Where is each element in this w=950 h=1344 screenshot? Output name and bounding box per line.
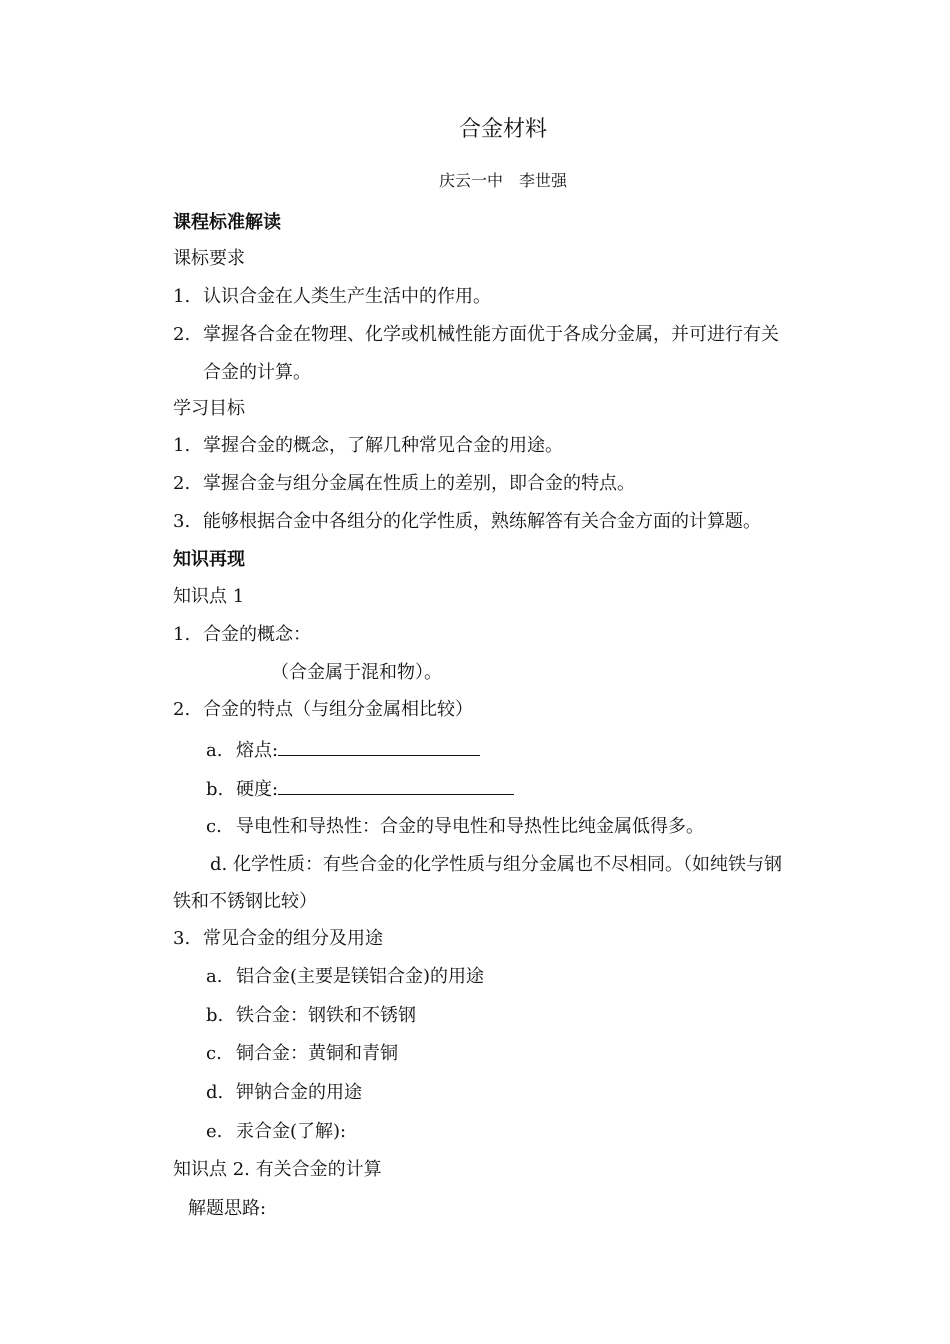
knowledge-point-1-label: 知识点 1 xyxy=(173,586,245,607)
goal-item xyxy=(173,510,761,534)
knowledge-item xyxy=(173,927,383,951)
alloy-subitem xyxy=(206,1120,346,1144)
subitem-letter: c. xyxy=(206,1043,222,1064)
alloy-subitem xyxy=(206,1081,362,1105)
subitem-letter: e. xyxy=(206,1121,223,1142)
subitem-text: 汞合金(了解): xyxy=(236,1121,347,1142)
feature-subitem-d: d. 化学性质：有些合金的化学性质与组分金属也不尽相同。（如纯铁与钢 xyxy=(210,854,782,875)
subitem-text: 硬度: xyxy=(236,779,279,800)
subitem-text: 铜合金：黄铜和青铜 xyxy=(236,1043,398,1064)
concept-note: （合金属于混和物）。 xyxy=(271,662,442,683)
item-text: 掌握各合金在物理、化学或机械性能方面优于各成分金属，并可进行有关 xyxy=(203,324,779,345)
requirement-item-continuation: 合金的计算。 xyxy=(203,362,311,383)
subitem-text: 铝合金(主要是镁铝合金)的用途 xyxy=(236,966,485,987)
fill-in-blank xyxy=(278,776,514,795)
item-number: 1. xyxy=(173,624,191,645)
item-number: 1. xyxy=(173,435,191,456)
solving-approach-label: 解题思路: xyxy=(188,1198,267,1219)
knowledge-item xyxy=(173,623,311,647)
subitem-letter: d. xyxy=(206,1082,224,1103)
subitem-letter: b. xyxy=(206,779,224,800)
item-number: 2. xyxy=(173,699,191,720)
alloy-subitem xyxy=(206,1004,416,1028)
item-text: 常见合金的组分及用途 xyxy=(203,928,383,949)
section-heading-knowledge: 知识再现 xyxy=(173,549,245,570)
item-text: 合金的概念： xyxy=(203,624,311,645)
alloy-subitem xyxy=(206,1042,398,1066)
feature-subitem-d-continuation: 铁和不锈钢比较） xyxy=(173,891,317,912)
requirements-label: 课标要求 xyxy=(173,248,245,269)
item-text: 认识合金在人类生产生活中的作用。 xyxy=(203,286,491,307)
item-text: 能够根据合金中各组分的化学性质，熟练解答有关合金方面的计算题。 xyxy=(203,511,761,532)
item-text: 掌握合金的概念，了解几种常见合金的用途。 xyxy=(203,435,563,456)
requirement-item xyxy=(173,323,779,347)
feature-subitem xyxy=(206,776,514,802)
goal-item xyxy=(173,472,635,496)
subitem-text: 熔点: xyxy=(236,740,279,761)
item-text: 合金的特点（与组分金属相比较） xyxy=(203,699,473,720)
item-text: 掌握合金与组分金属在性质上的差别，即合金的特点。 xyxy=(203,473,635,494)
goals-label: 学习目标 xyxy=(173,398,245,419)
item-number: 2. xyxy=(173,324,191,345)
item-number: 3. xyxy=(173,511,191,532)
subitem-letter: c. xyxy=(206,816,222,837)
requirement-item xyxy=(173,285,491,309)
subitem-letter: a. xyxy=(206,966,223,987)
subitem-letter: a. xyxy=(206,740,223,761)
subitem-text: 导电性和导热性：合金的导电性和导热性比纯金属低得多。 xyxy=(236,816,704,837)
item-number: 3. xyxy=(173,928,191,949)
goal-item xyxy=(173,434,563,458)
knowledge-point-2-label: 知识点 2. 有关合金的计算 xyxy=(173,1159,382,1180)
item-number: 2. xyxy=(173,473,191,494)
fill-in-blank xyxy=(278,737,480,756)
doc-title: 合金材料 xyxy=(458,117,547,142)
feature-subitem xyxy=(206,737,480,763)
doc-author: 庆云一中 李世强 xyxy=(438,171,567,190)
knowledge-item xyxy=(173,698,473,722)
section-heading-standards: 课程标准解读 xyxy=(173,212,281,233)
feature-subitem xyxy=(206,815,704,839)
item-number: 1. xyxy=(173,286,191,307)
alloy-subitem xyxy=(206,965,484,989)
subitem-text: 铁合金：钢铁和不锈钢 xyxy=(236,1005,416,1026)
subitem-letter: b. xyxy=(206,1005,224,1026)
subitem-text: 钾钠合金的用途 xyxy=(236,1082,362,1103)
